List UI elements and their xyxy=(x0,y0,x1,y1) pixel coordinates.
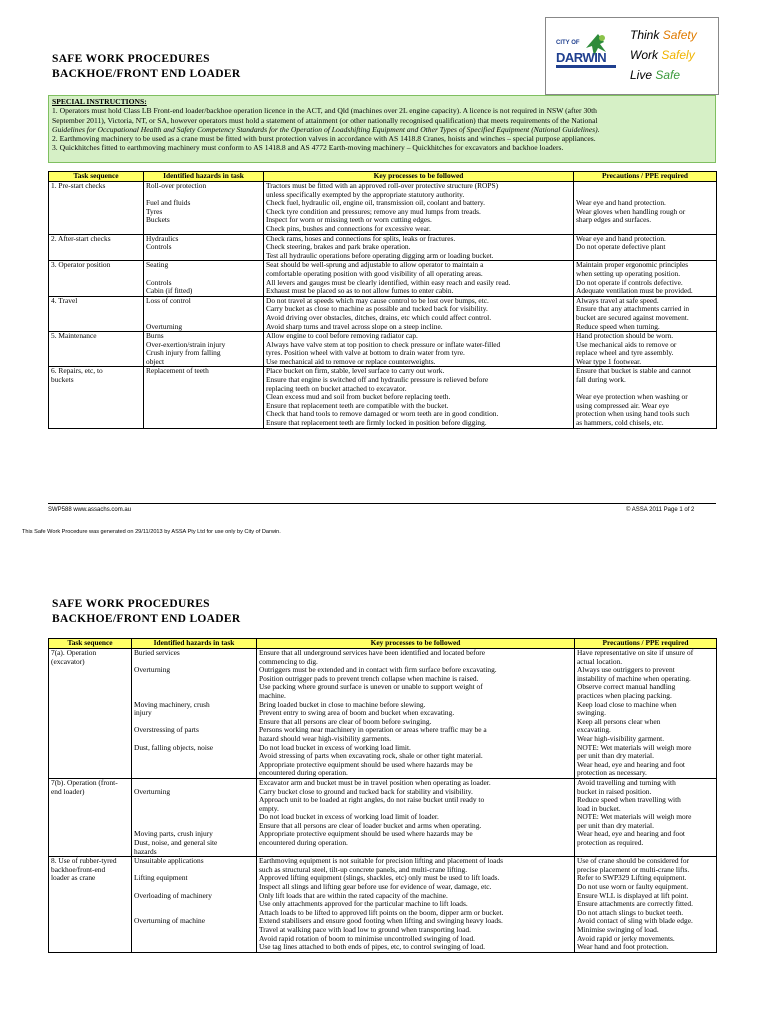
cell-line xyxy=(134,805,254,814)
cell-line: Place bucket on firm, stable, level surface to carry out work. xyxy=(266,367,445,376)
table-row xyxy=(49,296,717,331)
cell-line: end loader) xyxy=(51,787,85,796)
cell-line: Clean excess mud and soil from bucket before replacing teeth. xyxy=(266,393,451,402)
cell-line: Use only attachments approved for the particular machine to lift loads. xyxy=(259,900,468,909)
cell-line: Outriggers must be extended and in contact with firm surface before excavating. xyxy=(259,666,497,675)
cell-line: Inspect for worn or missing teeth or worn cutting edges. xyxy=(266,216,432,225)
cell-line: Avoid sharp turns and travel across slope on a steep incline. xyxy=(266,322,443,331)
cell-line: Carry bucket close to ground and tucked back for stability and visibility. xyxy=(259,787,473,796)
cell-line: Overturning of machine xyxy=(134,917,206,926)
special-line: Guidelines for Occupational Health and Safety Competency Standards for the Operation of Loadshifting Equipment and Other Types of Specified Equipment (National Guidelines). xyxy=(52,124,600,134)
cell-line: Use mechanical aid to remove or replace counterweights. xyxy=(266,357,436,366)
cell-processes xyxy=(264,182,574,235)
cell-line xyxy=(146,270,261,279)
logo-city-text: CITY OF xyxy=(556,40,580,46)
cell-line: Ensure that replacement teeth are compatible with the bucket. xyxy=(266,401,449,410)
cell-line xyxy=(134,796,254,805)
cell-hazards xyxy=(132,857,257,953)
cell-processes xyxy=(264,234,574,261)
cell-line: Ensure that bucket is stable and cannot xyxy=(576,367,691,376)
special-line: September 2011), Victoria, NT, or SA, however operators must hold a statement of attainment (or other nationally recognised qualification) that meets requirements of the National xyxy=(52,115,598,125)
cell-line: Avoid rapid rotation of boom to minimise uncontrolled swinging of load. xyxy=(259,934,476,943)
cell-line: excavating. xyxy=(577,726,611,735)
cell-line: Do not use worn or faulty equipment. xyxy=(577,883,689,892)
footer-left: SWP588 www.assachs.com.au xyxy=(48,507,132,513)
cell-hazards xyxy=(144,367,264,428)
cell-ppe xyxy=(574,332,717,367)
cell-line: loader as crane xyxy=(51,874,96,883)
cell-line: Wear eye protection when washing or xyxy=(576,393,688,402)
cell-hazards xyxy=(132,778,257,856)
cell-line xyxy=(134,692,254,701)
cell-line: Adequate ventilation must be provided. xyxy=(576,287,693,296)
cell-line: Do not operate defective plant xyxy=(576,243,666,252)
cell-line: Only lift loads that are within the rated capacity of the machine. xyxy=(259,891,448,900)
cell-line: Attach loads to be lifted to approved lift points on the boom, dipper arm or bucket. xyxy=(259,908,504,917)
cell-hazards xyxy=(144,234,264,261)
cell-line xyxy=(576,182,714,191)
cell-line xyxy=(134,735,254,744)
cell-line: as hammers, cold chisels, etc. xyxy=(576,419,664,428)
cell-hazards xyxy=(144,332,264,367)
cell-line: comfortable operating position with good visibility of all operating areas. xyxy=(266,269,483,278)
cell-line: Use packing where ground surface is uneven or unable to support weight of xyxy=(259,683,483,692)
cell-line: Do not attach slings to bucket teeth. xyxy=(577,908,684,917)
cell-processes xyxy=(257,857,575,953)
cell-line: Persons working near machinery in operation or areas where traffic may be a xyxy=(259,726,487,735)
cell-task xyxy=(49,367,144,428)
cell-line xyxy=(134,866,254,875)
cell-line: Extend stabilisers and ensure good footing when lifting and swinging heavy loads. xyxy=(259,917,503,926)
cell-line: Check fuel, hydraulic oil, engine oil, transmission oil, coolant and battery. xyxy=(266,199,485,208)
cell-line: 4. Travel xyxy=(51,296,78,305)
cell-line: Wear head, eye and hearing and foot xyxy=(577,830,685,839)
cell-line: Observe correct manual handling xyxy=(577,683,676,692)
cell-line: Wear eye and hand protection. xyxy=(576,234,666,243)
cell-line: Dust, falling objects, noise xyxy=(134,743,214,752)
cell-line: when setting up operating position. xyxy=(576,269,681,278)
cell-line: Controls xyxy=(146,243,172,252)
tagline-live: Live Safe xyxy=(630,68,681,82)
table-row xyxy=(49,649,717,779)
cell-line: Avoid travelling and turning with xyxy=(577,778,676,787)
cell-ppe xyxy=(575,778,717,856)
col-header: Task sequence xyxy=(49,172,144,182)
table-row xyxy=(49,261,717,296)
cell-line: machine. xyxy=(259,691,286,700)
cell-line: actual location. xyxy=(577,657,623,666)
cell-processes xyxy=(264,296,574,331)
cell-hazards xyxy=(144,261,264,296)
cell-line: Test all hydraulic operations before operating digging arm or loading bucket. xyxy=(266,251,494,260)
table-row xyxy=(49,332,717,367)
cell-line: Cabin (if fitted) xyxy=(146,287,193,296)
city-of-darwin-logo xyxy=(554,30,620,82)
cell-processes xyxy=(264,332,574,367)
cell-line xyxy=(146,314,261,323)
cell-line: Always travel at safe speed. xyxy=(576,296,659,305)
cell-task xyxy=(49,857,132,953)
cell-line: (excavator) xyxy=(51,657,85,666)
cell-line: Always use outriggers to prevent xyxy=(577,666,675,675)
cell-ppe xyxy=(575,857,717,953)
cell-line: Avoid stressing of parts when excavating rock, shale or other tight material. xyxy=(259,752,483,761)
cell-line: Position outrigger pads to prevent trench collapse when machine is raised. xyxy=(259,674,479,683)
cell-line: using compressed air. Wear eye xyxy=(576,401,670,410)
cell-line: 7(a). Operation xyxy=(51,649,97,657)
cell-line: Roll-over protection xyxy=(146,182,207,190)
cell-line: Controls xyxy=(146,278,172,287)
cell-line: Use tag lines attached to both ends of pipes, etc, to control swinging of load. xyxy=(259,943,485,952)
cell-line xyxy=(576,385,714,394)
cell-line: Do not load bucket in excess of working load limit. xyxy=(259,743,411,752)
cell-line xyxy=(134,718,254,727)
cell-line: protection as necessary. xyxy=(577,769,647,778)
cell-line: Check that hand tools to remove damaged or worn teeth are in good condition. xyxy=(266,410,499,419)
table-row xyxy=(49,182,717,235)
special-line: 2. Earthmoving machinery to be used as a crane must be fitted with burst protection valves in accordance with AS 1418.8 Cranes, hoists and winches – special purpose appliances. xyxy=(52,134,596,144)
cell-line: replacing teeth on bucket attached to excavator. xyxy=(266,384,407,393)
cell-line xyxy=(134,883,254,892)
cell-line: fall during work. xyxy=(576,376,626,385)
cell-line: Check rams, hoses and connections for splits, leaks or fractures. xyxy=(266,234,456,243)
cell-line: sharp edges and surfaces. xyxy=(576,216,652,225)
table-row xyxy=(49,857,717,953)
cell-line xyxy=(134,909,254,918)
cell-line xyxy=(134,822,254,831)
cell-line xyxy=(134,779,254,788)
cell-line: Hydraulics xyxy=(146,234,179,243)
cell-line: bucket are secured against movement. xyxy=(576,313,689,322)
cell-line: 5. Maintenance xyxy=(51,332,97,341)
cell-line: hazards xyxy=(134,847,157,856)
cell-ppe xyxy=(574,261,717,296)
cell-line: Wear eye and hand protection. xyxy=(576,199,666,208)
cell-task xyxy=(49,182,144,235)
cell-hazards xyxy=(144,182,264,235)
cell-hazards xyxy=(144,296,264,331)
col-header: Key processes to be followed xyxy=(264,172,574,182)
cell-line xyxy=(134,658,254,667)
cell-line: Do not load bucket in excess of working load limit of loader. xyxy=(259,813,439,822)
col-header: Key processes to be followed xyxy=(257,639,575,649)
cell-line: commencing to dig. xyxy=(259,657,318,666)
cell-line: Wear type 1 footwear. xyxy=(576,357,642,366)
cell-line: Ensure WLL is displayed at lift point. xyxy=(577,891,689,900)
cell-line: Over-exertion/strain injury xyxy=(146,340,226,349)
cell-task xyxy=(49,296,144,331)
cell-line: Reduce speed when travelling with xyxy=(577,796,681,805)
cell-ppe xyxy=(574,234,717,261)
cell-line: All levers and gauges must be clearly identified, within easy reach and easily read. xyxy=(266,278,511,287)
cell-line xyxy=(146,305,261,314)
cell-line: Overturning xyxy=(134,787,171,796)
cell-line: Keep load close to machine when xyxy=(577,700,677,709)
cell-line: backhoe/front-end xyxy=(51,865,106,874)
col-header: Precautions / PPE required xyxy=(575,639,717,649)
cell-line: Wear high-visibility garment. xyxy=(577,734,665,743)
logo-darwin-text: DARWIN xyxy=(556,50,607,65)
cell-line: practices when placing packing. xyxy=(577,691,672,700)
cell-line: Replacement of teeth xyxy=(146,367,209,376)
page-subtitle: BACKHOE/FRONT END LOADER xyxy=(52,68,241,80)
cell-line: 6. Repairs, etc, to xyxy=(51,367,103,376)
special-line: 3. Quickhitches fitted to earthmoving machinery must conform to AS 1418.8 and AS 4772 Earth-moving machinery – Quickhitches for excavators and backhoe loaders. xyxy=(52,143,564,153)
cell-line: Ensure that all persons are clear of loader bucket and arms when operating. xyxy=(259,821,482,830)
cell-line: Ensure that replacement teeth are firmly locked in position before digging. xyxy=(266,419,487,428)
cell-line: Burns xyxy=(146,332,164,341)
cell-line: NOTE: Wet materials will weigh more xyxy=(577,743,692,752)
cell-line: precise placement or multi-crane lifts. xyxy=(577,865,690,874)
table-row xyxy=(49,367,717,428)
col-header: Task sequence xyxy=(49,639,132,649)
special-line: 1. Operators must hold Class LB Front-end loader/backhoe operation licence in the ACT, and Qld (machines over 2L engine capacity). A licence is not required in NSW (after 30th xyxy=(52,106,597,116)
cell-line: Overturning xyxy=(146,322,183,331)
cell-line: Ensure that any attachments carried in xyxy=(576,305,690,314)
procedure-table-page2 xyxy=(48,638,717,953)
cell-line: Ensure that all persons are clear of boom before swinging. xyxy=(259,717,432,726)
cell-line: Lifting equipment xyxy=(134,874,188,883)
cell-line: Avoid driving over obstacles, ditches, drains, etc which could affect control. xyxy=(266,313,492,322)
cell-line: 3. Operator position xyxy=(51,261,111,270)
cell-line: Unsuitable applications xyxy=(134,857,204,866)
cell-line: Fuel and fluids xyxy=(146,199,191,208)
cell-line: Appropriate protective equipment should be used where hazards may be xyxy=(259,760,473,769)
cell-line: 2. After-start checks xyxy=(51,234,111,243)
cell-line: Dust, noise, and general site xyxy=(134,839,218,848)
cell-ppe xyxy=(574,367,717,428)
special-instructions xyxy=(48,95,716,163)
procedure-table-page1 xyxy=(48,171,717,429)
cell-line: Approach unit to be loaded at right angles, do not raise bucket until ready to xyxy=(259,796,485,805)
cell-task xyxy=(49,649,132,779)
cell-line xyxy=(146,191,261,200)
cell-task xyxy=(49,332,144,367)
generated-note: This Safe Work Procedure was generated on 29/11/2013 by ASSA Pty Ltd for use only by City of Darwin. xyxy=(22,529,281,535)
cell-processes xyxy=(264,367,574,428)
cell-line: Tractors must be fitted with an approved roll-over protective structure (ROPS) xyxy=(266,182,499,190)
cell-line: Ensure that all underground services have been identified and located before xyxy=(259,649,486,657)
cell-line: Seat should be well-sprung and adjustable to allow operator to maintain a xyxy=(266,261,484,270)
cell-line: Moving machinery, crush xyxy=(134,700,210,709)
cell-line: Crush injury from falling xyxy=(146,349,221,358)
cell-line: Loss of control xyxy=(146,296,191,305)
tagline-work: Work Safely xyxy=(630,48,695,62)
cell-line: Hand protection should be worn. xyxy=(576,332,674,341)
cell-line: bucket in raised position. xyxy=(577,787,652,796)
cell-ppe xyxy=(575,649,717,779)
cell-task xyxy=(49,234,144,261)
cell-line: Overstressing of parts xyxy=(134,726,199,735)
cell-line: Excavator arm and bucket must be in travel position when operating as loader. xyxy=(259,778,491,787)
page-title: SAFE WORK PROCEDURES xyxy=(52,53,210,65)
cell-line: Prevent entry to swing area of boom and bucket when excavating. xyxy=(259,709,455,718)
cell-line: Buckets xyxy=(146,216,170,225)
cell-line xyxy=(576,191,714,200)
cell-line: instability of machine when operating. xyxy=(577,674,691,683)
cell-line: injury xyxy=(134,709,152,718)
cell-line: Ensure that engine is switched off and hydraulic pressure is relieved before xyxy=(266,376,489,385)
cell-line xyxy=(134,813,254,822)
cell-line: Travel at walking pace with load low to ground when transporting load. xyxy=(259,926,471,934)
cell-line: Allow engine to cool before removing radiator cap. xyxy=(266,332,418,341)
table-row xyxy=(49,778,717,856)
cell-line xyxy=(134,683,254,692)
cell-line: Minimise swinging of load. xyxy=(577,926,659,934)
cell-line: Use mechanical aids to remove or xyxy=(576,340,677,349)
cell-line: Buried services xyxy=(134,649,180,657)
page-title: SAFE WORK PROCEDURES xyxy=(52,598,210,610)
cell-line: Have representative on site if unsure of xyxy=(577,649,694,657)
cell-line: Avoid contact of sling with blade edge. xyxy=(577,917,693,926)
cell-line: replace wheel and tyre assembly. xyxy=(576,349,674,358)
cell-line: encountered during operation. xyxy=(259,839,348,848)
col-header: Precautions / PPE required xyxy=(574,172,717,182)
tagline-think: Think Safety xyxy=(630,28,697,42)
cell-line: Overturning xyxy=(134,666,171,675)
cell-line: empty. xyxy=(259,804,279,813)
cell-line: per unit than dry material. xyxy=(577,752,654,761)
cell-line: Use of crane should be considered for xyxy=(577,857,690,866)
cell-line: Ensure attachments are correctly fitted. xyxy=(577,900,693,909)
cell-line: Overloading of machinery xyxy=(134,891,212,900)
cell-line: NOTE: Wet materials will weigh more xyxy=(577,813,692,822)
cell-ppe xyxy=(574,182,717,235)
cell-line: Carry bucket as close to machine as possible and tucked back for visibility. xyxy=(266,305,488,314)
table-row xyxy=(49,234,717,261)
cell-line: Moving parts, crush injury xyxy=(134,830,213,839)
cell-line: Do not travel at speeds which may cause control to be lost over bumps, etc. xyxy=(266,296,489,305)
cell-line: Do not operate if controls defective. xyxy=(576,278,683,287)
cell-line: Check pins, bushes and connections for excessive wear. xyxy=(266,224,431,233)
cell-line: unless specifically exempted by the appropriate statutory authority. xyxy=(266,190,465,199)
page1-footer xyxy=(48,503,716,513)
cell-line: Check tyre condition and pressures; remove any mud lumps from treads. xyxy=(266,207,481,216)
page-subtitle: BACKHOE/FRONT END LOADER xyxy=(52,613,241,625)
cell-line: buckets xyxy=(51,376,74,385)
logo-box xyxy=(545,17,719,95)
cell-ppe xyxy=(574,296,717,331)
cell-processes xyxy=(257,778,575,856)
cell-hazards xyxy=(132,649,257,779)
cell-line: Reduce speed when turning. xyxy=(576,322,660,331)
cell-line: Wear gloves when handling rough or xyxy=(576,207,686,216)
special-heading: SPECIAL INSTRUCTIONS: xyxy=(52,97,147,106)
cell-line: Maintain proper ergonomic principles xyxy=(576,261,689,270)
cell-line: such as structural steel, tilt-up concrete panels, and multi-crane lifting. xyxy=(259,865,468,874)
cell-line: Inspect all slings and lifting gear before use for evidence of wear, damage, etc. xyxy=(259,883,492,892)
cell-line xyxy=(134,675,254,684)
cell-line: protection when using hand tools such xyxy=(576,410,690,419)
cell-line: protection as required. xyxy=(577,839,644,848)
cell-line: Keep all persons clear when xyxy=(577,717,661,726)
cell-processes xyxy=(257,649,575,779)
cell-line: Avoid rapid or jerky movements. xyxy=(577,934,675,943)
cell-line: Seating xyxy=(146,261,169,270)
cell-line xyxy=(134,900,254,909)
col-header: Identified hazards in task xyxy=(132,639,257,649)
cell-line: Approved lifting equipment (slings, shackles, etc) only must be used to lift loads. xyxy=(259,874,500,883)
footer-right: © ASSA 2011 Page 1 of 2 xyxy=(626,507,695,513)
cell-line: per unit than dry material. xyxy=(577,821,654,830)
cell-line: Tyres xyxy=(146,207,163,216)
cell-line: Wear head, eye and hearing and foot xyxy=(577,760,685,769)
cell-line: Always have valve stem at top position to check pressure or inflate water-filled xyxy=(266,340,501,349)
cell-line: Check steering, brakes and park brake operation. xyxy=(266,243,411,252)
cell-line: 1. Pre-start checks xyxy=(51,182,106,190)
cell-line: Bring loaded bucket in close to machine before slewing. xyxy=(259,700,426,709)
cell-line: swinging. xyxy=(577,709,606,718)
cell-task xyxy=(49,778,132,856)
cell-line: object xyxy=(146,357,165,366)
cell-processes xyxy=(264,261,574,296)
cell-task xyxy=(49,261,144,296)
cell-line: Earthmoving equipment is not suitable for precision lifting and placement of loads xyxy=(259,857,504,866)
cell-line: 8. Use of rubber-tyred xyxy=(51,857,117,866)
cell-line: tyres. Position wheel with valve at bottom to drain water from tyre. xyxy=(266,349,465,358)
cell-line: Exhaust must be placed so as to not allow fumes to enter cabin. xyxy=(266,287,454,296)
cell-line: Wear hand and foot protection. xyxy=(577,943,669,952)
cell-line: Appropriate protective equipment should be used where hazards may be xyxy=(259,830,473,839)
cell-line: encountered during operation. xyxy=(259,769,348,778)
cell-line: Refer to SWP329 Lifting equipment. xyxy=(577,874,687,883)
cell-line: 7(b). Operation (front- xyxy=(51,778,118,787)
col-header: Identified hazards in task xyxy=(144,172,264,182)
cell-line: load in bucket. xyxy=(577,804,621,813)
cell-line: hazard should wear high-visibility garments. xyxy=(259,734,391,743)
